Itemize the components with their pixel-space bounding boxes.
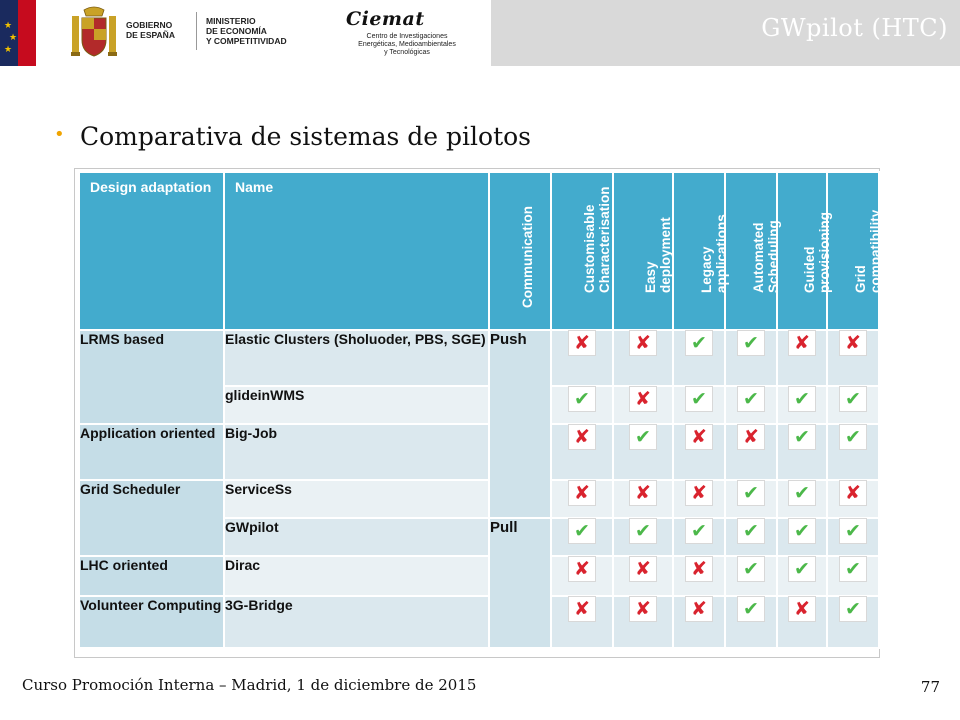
header-legacy: Legacy applications [673, 172, 725, 330]
mark-cell [673, 386, 725, 424]
mark-cell [725, 480, 777, 518]
name-cell: GWpilot [224, 518, 489, 556]
cross-icon: ✘ [569, 557, 595, 581]
cross-icon: ✘ [789, 597, 815, 621]
mark-cell [551, 480, 613, 518]
mark-cell [827, 424, 879, 480]
comparison-table [78, 171, 883, 649]
name-cell: Big-Job [224, 424, 489, 480]
check-icon: ✔ [738, 597, 764, 621]
government-label: GOBIERNO DE ESPAÑA [126, 20, 175, 40]
check-icon: ✔ [686, 387, 712, 411]
category-cell: LHC oriented [79, 556, 224, 596]
check-icon: ✔ [840, 387, 866, 411]
mark-cell [673, 480, 725, 518]
table-row [79, 424, 879, 480]
header-customisable: Customisable Characterisation [551, 172, 613, 330]
category-cell: Grid Scheduler [79, 480, 224, 556]
footer-text: Curso Promoción Interna – Madrid, 1 de diciembre de 2015 [22, 676, 477, 694]
eu-flag-stripe [0, 0, 18, 66]
mark-cell [827, 596, 879, 648]
check-icon: ✔ [686, 331, 712, 355]
check-icon: ✔ [686, 519, 712, 543]
check-icon: ✔ [789, 387, 815, 411]
mark-cell [551, 596, 613, 648]
name-cell: ServiceSs [224, 480, 489, 518]
check-icon: ✔ [569, 387, 595, 411]
mark-cell [725, 596, 777, 648]
comparison-table-container [74, 168, 883, 658]
mark-cell [551, 330, 613, 386]
cross-icon: ✘ [840, 331, 866, 355]
mark-cell [613, 596, 673, 648]
government-logo [36, 0, 318, 66]
star-icon: ★ [4, 45, 13, 55]
check-icon: ✔ [738, 557, 764, 581]
star-icon: ★ [4, 21, 13, 31]
name-cell: Dirac [224, 556, 489, 596]
header-title: GWpilot (HTC) [761, 14, 948, 42]
mark-cell [777, 596, 827, 648]
mark-cell [725, 424, 777, 480]
mark-cell [827, 518, 879, 556]
ciemat-logo [318, 0, 491, 66]
cross-icon: ✘ [686, 481, 712, 505]
mark-cell [673, 424, 725, 480]
mark-cell [777, 556, 827, 596]
cross-icon: ✘ [569, 481, 595, 505]
check-icon: ✔ [789, 557, 815, 581]
table-row [79, 480, 879, 518]
mark-cell [725, 518, 777, 556]
name-cell: glideinWMS [224, 386, 489, 424]
mark-cell [673, 556, 725, 596]
slide-heading: Comparativa de sistemas de pilotos [80, 122, 532, 151]
mark-cell [827, 386, 879, 424]
mark-cell [613, 330, 673, 386]
header-design: Design adaptation [79, 172, 224, 330]
mark-cell [725, 330, 777, 386]
check-icon: ✔ [738, 387, 764, 411]
name-cell: 3G-Bridge [224, 596, 489, 648]
coat-of-arms-icon [68, 6, 120, 60]
table-row [79, 556, 879, 596]
mark-cell [777, 518, 827, 556]
category-cell: Application oriented [79, 424, 224, 480]
mark-cell [673, 330, 725, 386]
cross-icon: ✘ [569, 425, 595, 449]
cross-icon: ✘ [686, 557, 712, 581]
mark-cell [827, 556, 879, 596]
table-row [79, 330, 879, 386]
spain-flag-stripe [18, 0, 36, 66]
header-automated: Automated Scheduling [725, 172, 777, 330]
check-icon: ✔ [789, 425, 815, 449]
mark-cell [613, 518, 673, 556]
logo-divider [196, 12, 197, 50]
check-icon: ✔ [840, 519, 866, 543]
check-icon: ✔ [738, 519, 764, 543]
mark-cell [613, 480, 673, 518]
check-icon: ✔ [789, 481, 815, 505]
check-icon: ✔ [630, 519, 656, 543]
cross-icon: ✘ [630, 557, 656, 581]
category-cell: Volunteer Computing [79, 596, 224, 648]
mark-cell [673, 518, 725, 556]
cross-icon: ✘ [630, 597, 656, 621]
header-communication: Communication [489, 172, 551, 330]
mark-cell [613, 386, 673, 424]
header-grid: Grid compatibility [827, 172, 879, 330]
check-icon: ✔ [738, 331, 764, 355]
mark-cell [551, 424, 613, 480]
communication-cell: Pull [489, 518, 551, 648]
ciemat-name: Ciemat [346, 8, 425, 30]
cross-icon: ✘ [738, 425, 764, 449]
mark-cell [777, 386, 827, 424]
header-easy-deployment: Easy deployment [613, 172, 673, 330]
check-icon: ✔ [840, 557, 866, 581]
mark-cell [777, 330, 827, 386]
mark-cell [551, 386, 613, 424]
cross-icon: ✘ [630, 387, 656, 411]
mark-cell [725, 386, 777, 424]
header-guided: Guided provisioning [777, 172, 827, 330]
mark-cell [613, 556, 673, 596]
communication-cell: Push [489, 330, 551, 518]
check-icon: ✔ [738, 481, 764, 505]
check-icon: ✔ [840, 425, 866, 449]
name-cell: Elastic Clusters (Sholuoder, PBS, SGE) [224, 330, 489, 386]
cross-icon: ✘ [630, 331, 656, 355]
star-icon: ★ [9, 33, 18, 43]
page-number: 77 [920, 678, 940, 696]
header-band [0, 0, 960, 66]
header-name: Name [224, 172, 489, 330]
cross-icon: ✘ [840, 481, 866, 505]
mark-cell [551, 556, 613, 596]
mark-cell [673, 596, 725, 648]
mark-cell [777, 424, 827, 480]
mark-cell [725, 556, 777, 596]
ministry-label: MINISTERIO DE ECONOMÍA Y COMPETITIVIDAD [206, 16, 287, 46]
mark-cell [613, 424, 673, 480]
check-icon: ✔ [789, 519, 815, 543]
cross-icon: ✘ [569, 331, 595, 355]
table-row [79, 596, 879, 648]
bullet-icon: • [54, 124, 65, 145]
cross-icon: ✘ [569, 597, 595, 621]
check-icon: ✔ [630, 425, 656, 449]
check-icon: ✔ [569, 519, 595, 543]
mark-cell [827, 480, 879, 518]
mark-cell [827, 330, 879, 386]
mark-cell [551, 518, 613, 556]
cross-icon: ✘ [630, 481, 656, 505]
mark-cell [777, 480, 827, 518]
cross-icon: ✘ [686, 597, 712, 621]
cross-icon: ✘ [686, 425, 712, 449]
check-icon: ✔ [840, 597, 866, 621]
ciemat-subtitle: Centro de Investigaciones Energéticas, Medioambientales y Tecnológicas [358, 33, 456, 56]
table-header-row [79, 172, 879, 330]
category-cell: LRMS based [79, 330, 224, 424]
cross-icon: ✘ [789, 331, 815, 355]
